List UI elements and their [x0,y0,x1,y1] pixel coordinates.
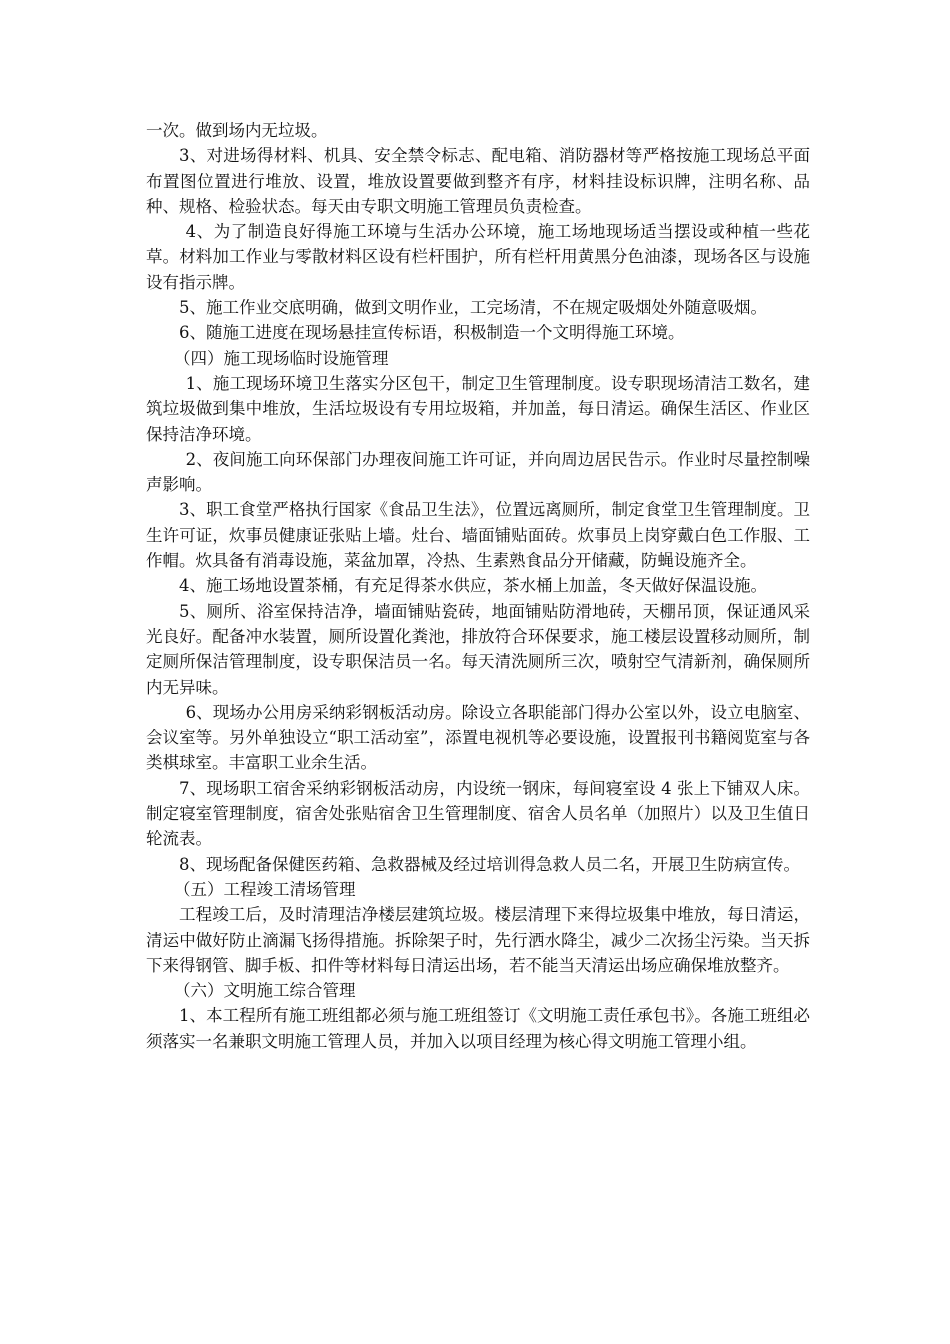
paragraph-site-clearance: 工程竣工后，及时清理洁净楼层建筑垃圾。楼层清理下来得垃圾集中堆放，每日清运，清运中做好防止滴漏飞扬得措施。拆除架子时，先行洒水降尘，减少二次扬尘污染。当天拆下来得钢管、脚手板、扣件等材料每日清运出场，若不能当天清运出场应确保堆放整齐。 [146,905,810,975]
paragraph-item-4-environment: 4、为了制造良好得施工环境与生活办公环境，施工场地现场适当摆设或种植一些花草。材料加工作业与零散材料区设有栏杆围护，所有栏杆用黄黑分色油漆，现场各区与设施设有指示牌。 [146,222,810,292]
document-page [146,118,810,1054]
paragraph-item-5-smoking: 5、施工作业交底明确，做到文明作业，工完场清，不在规定吸烟处外随意吸烟。 [179,298,767,318]
section-heading-comprehensive-management: （六）文明施工综合管理 [174,981,356,1001]
paragraph-continuation: 一次。做到场内无垃圾。 [146,121,328,140]
paragraph-item-1-sanitation: 1、施工现场环境卫生落实分区包干，制定卫生管理制度。设专职现场清洁工数名，建筑垃圾做到集中堆放，生活垃圾设有专用垃圾箱，并加盖，每日清运。确保生活区、作业区保持洁净环境。 [146,373,810,444]
paragraph-item-4-tea: 4、施工场地设置茶桶，有充足得茶水供应，茶水桶上加盖，冬天做好保温设施。 [179,576,767,596]
paragraph-item-1-responsibility: 1、本工程所有施工班组都必须与施工班组签订《文明施工责任承包书》。各施工班组必须落实一名兼职文明施工管理人员，并加入以项目经理为核心得文明施工管理小组。 [146,1006,810,1051]
section-heading-site-clearance: （五）工程竣工清场管理 [174,879,356,899]
paragraph-item-3-canteen: 3、职工食堂严格执行国家《食品卫生法》，位置远离厕所，制定食堂卫生管理制度。卫生许可证，炊事员健康证张贴上墙。灶台、墙面铺贴面砖。炊事员上岗穿戴白色工作服、工作帽。炊具备有消毒设施，菜盆加罩，冷热、生素熟食品分开储藏，防蝇设施齐全。 [146,500,810,571]
paragraph-item-6-offices: 6、现场办公用房采纳彩钢板活动房。除设立各职能部门得办公室以外，设立电脑室、会议室等。另外单独设立“职工活动室”，添置电视机等必要设施，设置报刊书籍阅览室与各类棋球室。丰富职工业余生活。 [146,702,810,773]
section-heading-temporary-facilities: （四）施工现场临时设施管理 [174,348,389,368]
paragraph-item-2-night-work: 2、夜间施工向环保部门办理夜间施工许可证，并向周边居民告示。作业时尽量控制噪声影响。 [146,449,810,495]
paragraph-item-5-toilets: 5、厕所、浴室保持洁净，墙面铺贴瓷砖，地面铺贴防滑地砖，天棚吊顶，保证通风采光良好。配备冲水装置，厕所设置化粪池，排放符合环保要求，施工楼层设置移动厕所，制定厕所保洁管理制度，设专职保洁员一名。每天清洗厕所三次，喷射空气清新剂，确保厕所内无异味。 [146,601,810,697]
paragraph-item-8-first-aid: 8、现场配备保健医药箱、急救器械及经过培训得急救人员二名，开展卫生防病宣传。 [179,854,800,874]
paragraph-item-6-slogans: 6、随施工进度在现场悬挂宣传标语，积极制造一个文明得施工环境。 [179,323,685,343]
paragraph-item-3-materials: 3、对进场得材料、机具、安全禁令标志、配电箱、消防器材等严格按施工现场总平面布置图位置进行堆放、设置，堆放设置要做到整齐有序，材料挂设标识牌，注明名称、品种、规格、检验状态。每天由专职文明施工管理员负责检查。 [146,146,810,216]
paragraph-item-7-dormitory: 7、现场职工宿舍采纳彩钢板活动房，内设统一钢床，每间寝室设 4 张上下铺双人床。制定寝室管理制度，宿舍处张贴宿舍卫生管理制度、宿舍人员名单（加照片）以及卫生值日轮流表。 [146,778,810,849]
